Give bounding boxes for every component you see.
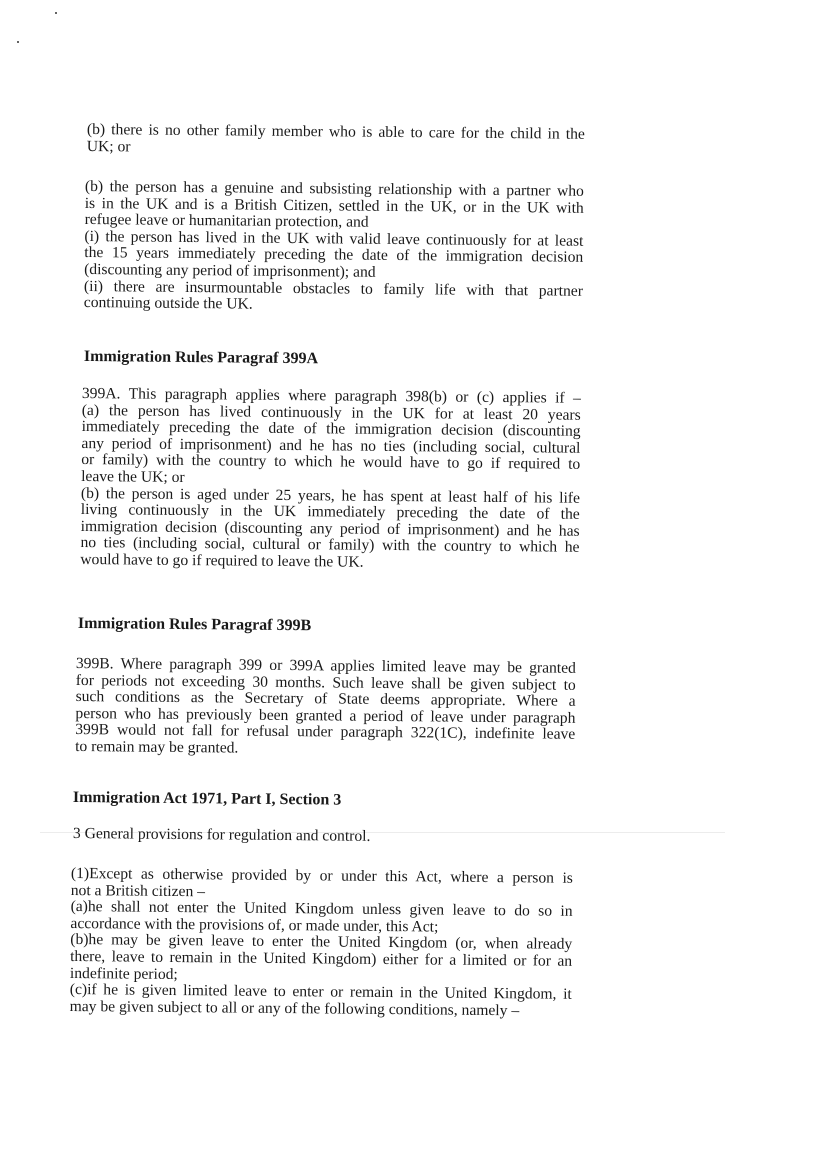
text-line: 3 General provisions for regulation and control. (72, 825, 371, 845)
text-line: any period of imprisonment) and he has no ties (including social, cultural (81, 434, 581, 457)
text-line: (b) the person has a genuine and subsisting relationship with a partner who (84, 178, 584, 200)
text-line: (discounting any period of imprisonment); and (84, 260, 376, 281)
text-line: (b)he may be given leave to enter the United Kingdom (or, when already (70, 931, 573, 954)
paragraph (73, 826, 393, 846)
text-line: there, leave to remain in the United Kingdom) either for a limited or for an (70, 947, 573, 970)
text-line: person who has previously been granted a period of leave under paragraph (75, 704, 576, 727)
text-line: (c)if he is given limited leave to enter or remain in the United Kingdom, it (69, 981, 572, 1003)
section-heading: Immigration Rules Paragraf 399B (77, 615, 312, 635)
text-line: 399B would not fall for refusal under paragraph 322(1C), indefinite leave (75, 721, 576, 744)
text-line: to remain may be granted. (75, 737, 239, 757)
paragraph (70, 866, 573, 1020)
text-line: 399B. Where paragraph 399 or 399A applies limited leave may be granted (75, 655, 576, 677)
text-line: (i) the person has lived in the UK with valid leave continuously for at least (84, 227, 584, 250)
text-line: accordance with the provisions of, or made under, this Act; (70, 914, 439, 936)
text-line: leave the UK; or (81, 467, 185, 486)
text-line: (b) there is no other family member who is able to care for the child in the (86, 121, 585, 143)
text-line: refugee leave or humanitarian protection, and (84, 211, 369, 231)
paragraph (75, 656, 576, 760)
text-line: no ties (including social, cultural or family) with the country to which he (80, 534, 580, 557)
text-line: not a British citizen – (70, 881, 206, 900)
text-line: immediately preceding the date of the immigration decision (discounting (81, 418, 581, 440)
paragraph (87, 122, 585, 160)
text-line: indefinite period; (69, 964, 178, 983)
text-line: continuing outside the UK. (83, 294, 253, 313)
text-line: is in the UK and is a British Citizen, settled in the UK, or in the UK with (84, 194, 584, 217)
text-line: may be given subject to all or any of the following conditions, namely – (69, 997, 520, 1020)
text-line: immigration decision (discounting any period of imprisonment) and he has (80, 517, 580, 540)
paragraph (84, 179, 584, 317)
text-line: for periods not exceeding 30 months. Such leave shall be given subject to (75, 671, 576, 694)
text-line: (a)he shall not enter the United Kingdom unless given leave to do so in (70, 898, 573, 921)
text-line: UK; or (86, 137, 131, 156)
text-line: (ii) there are insurmountable obstacles to family life with that partner (83, 277, 584, 300)
text-line: 399A. This paragraph applies where paragraph 398(b) or (c) applies if – (81, 385, 581, 407)
text-line: would have to go if required to leave the UK. (80, 550, 364, 571)
section-heading: Immigration Rules Paragraf 399A (83, 348, 319, 368)
text-line: (1)Except as otherwise provided by or under this Act, where a person is (70, 865, 573, 887)
paragraph (80, 386, 581, 573)
text-line: the 15 years immediately preceding the date of the immigration decision (84, 244, 584, 267)
text-line: (a) the person has lived continuously in the UK for at least 20 years (81, 401, 581, 424)
text-line: living continuously in the UK immediately preceding the date of the (80, 501, 580, 523)
section-heading: Immigration Act 1971, Part I, Section 3 (72, 789, 342, 809)
text-line: or family) with the country to which he would have to go if required to (81, 451, 581, 474)
text-line: (b) the person is aged under 25 years, he has spent at least half of his life (80, 484, 581, 507)
text-line: such conditions as the Secretary of State deems appropriate. Where a (75, 688, 576, 710)
